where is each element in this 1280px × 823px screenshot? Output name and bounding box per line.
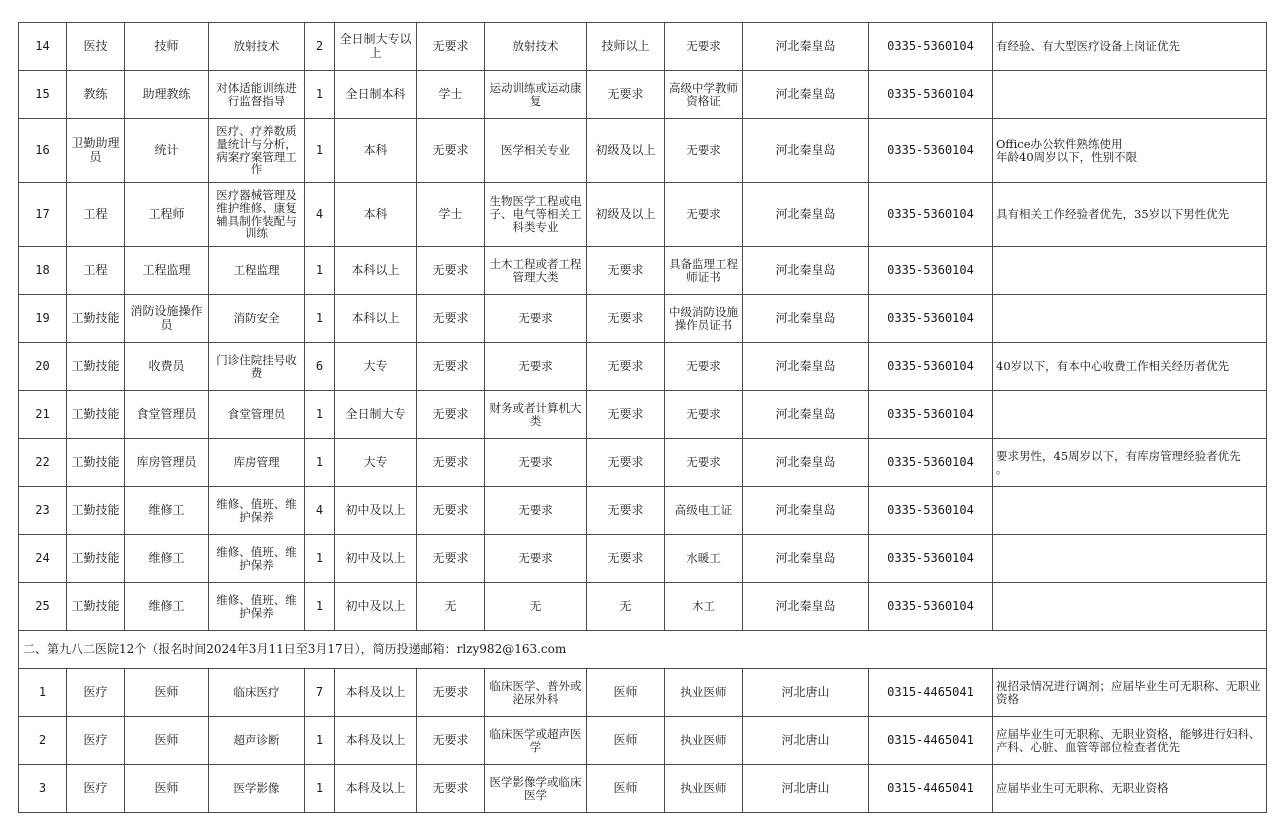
cell-major-duty: 超声诊断 [209, 717, 305, 765]
cell-degree: 无要求 [417, 119, 485, 183]
cell-specialty: 无要求 [485, 439, 587, 487]
cell-degree: 无 [417, 583, 485, 631]
cell-row-number: 20 [19, 343, 67, 391]
cell-note [993, 535, 1267, 583]
cell-education: 本科及以上 [335, 765, 417, 813]
cell-location: 河北唐山 [743, 669, 869, 717]
cell-certificate: 无要求 [665, 439, 743, 487]
table-body-hospital-1 [19, 23, 1267, 631]
cell-location: 河北秦皇岛 [743, 535, 869, 583]
cell-degree: 无要求 [417, 391, 485, 439]
cell-headcount: 1 [305, 765, 335, 813]
cell-note [993, 487, 1267, 535]
cell-certificate: 无要求 [665, 119, 743, 183]
cell-certificate: 水暖工 [665, 535, 743, 583]
cell-category: 工勤技能 [67, 535, 125, 583]
cell-degree: 学士 [417, 71, 485, 119]
note-line: 应届毕业生可无职称、无职业资格，能够进行妇科、产科、心脏、血管等部位检查者优先 [996, 726, 1261, 754]
table-row [19, 717, 1267, 765]
cell-headcount: 1 [305, 439, 335, 487]
cell-location: 河北秦皇岛 [743, 391, 869, 439]
cell-professional-title: 无要求 [587, 295, 665, 343]
cell-phone: 0335-5360104 [869, 71, 993, 119]
cell-row-number: 15 [19, 71, 67, 119]
cell-post-name: 统计 [125, 119, 209, 183]
cell-note [993, 295, 1267, 343]
cell-certificate: 无要求 [665, 183, 743, 247]
cell-major-duty: 维修、值班、维护保养 [209, 487, 305, 535]
cell-professional-title: 无要求 [587, 535, 665, 583]
cell-row-number: 19 [19, 295, 67, 343]
cell-headcount: 4 [305, 487, 335, 535]
cell-professional-title: 初级及以上 [587, 119, 665, 183]
cell-headcount: 7 [305, 669, 335, 717]
cell-location: 河北唐山 [743, 717, 869, 765]
cell-major-duty: 消防安全 [209, 295, 305, 343]
cell-professional-title: 初级及以上 [587, 183, 665, 247]
cell-major-duty: 医学影像 [209, 765, 305, 813]
cell-education: 本科及以上 [335, 669, 417, 717]
cell-headcount: 6 [305, 343, 335, 391]
cell-education: 大专 [335, 439, 417, 487]
cell-phone: 0335-5360104 [869, 487, 993, 535]
cell-category: 工勤技能 [67, 487, 125, 535]
cell-specialty: 临床医学或超声医学 [485, 717, 587, 765]
cell-headcount: 1 [305, 717, 335, 765]
cell-major-duty: 维修、值班、维护保养 [209, 535, 305, 583]
cell-degree: 无要求 [417, 295, 485, 343]
cell-headcount: 1 [305, 295, 335, 343]
cell-post-name: 库房管理员 [125, 439, 209, 487]
cell-degree: 无要求 [417, 247, 485, 295]
note-line-2: 年龄40周岁以下，性别不限 [996, 149, 1138, 164]
cell-certificate: 高级中学教师资格证 [665, 71, 743, 119]
cell-category: 医技 [67, 23, 125, 71]
cell-specialty: 临床医学、普外或泌尿外科 [485, 669, 587, 717]
cell-location: 河北秦皇岛 [743, 183, 869, 247]
cell-location: 河北秦皇岛 [743, 247, 869, 295]
cell-location: 河北唐山 [743, 765, 869, 813]
cell-education: 全日制大专 [335, 391, 417, 439]
cell-degree: 无要求 [417, 23, 485, 71]
cell-note [993, 119, 1267, 183]
cell-post-name: 收费员 [125, 343, 209, 391]
cell-note [993, 439, 1267, 487]
cell-specialty: 土木工程或者工程管理大类 [485, 247, 587, 295]
cell-specialty: 医学影像学或临床医学 [485, 765, 587, 813]
note-line: 有经验、有大型医疗设备上岗证优先 [996, 39, 1180, 54]
table-row [19, 583, 1267, 631]
cell-specialty: 无要求 [485, 343, 587, 391]
cell-row-number: 2 [19, 717, 67, 765]
cell-post-name: 医师 [125, 717, 209, 765]
cell-degree: 学士 [417, 183, 485, 247]
cell-row-number: 23 [19, 487, 67, 535]
cell-post-name: 技师 [125, 23, 209, 71]
cell-degree: 无要求 [417, 487, 485, 535]
cell-professional-title: 无 [587, 583, 665, 631]
cell-major-duty: 食堂管理员 [209, 391, 305, 439]
cell-row-number: 14 [19, 23, 67, 71]
cell-major-duty: 医疗、疗养数质量统计与分析，病案疗案管理工作 [209, 119, 305, 183]
cell-phone: 0315-4465041 [869, 669, 993, 717]
cell-category: 工程 [67, 247, 125, 295]
cell-row-number: 1 [19, 669, 67, 717]
table-row [19, 71, 1267, 119]
cell-education: 本科及以上 [335, 717, 417, 765]
cell-degree: 无要求 [417, 765, 485, 813]
cell-degree: 无要求 [417, 669, 485, 717]
cell-phone: 0335-5360104 [869, 23, 993, 71]
cell-location: 河北秦皇岛 [743, 487, 869, 535]
cell-phone: 0335-5360104 [869, 535, 993, 583]
cell-education: 本科以上 [335, 295, 417, 343]
note-line: Office办公软件熟练使用 [996, 136, 1123, 151]
cell-phone: 0335-5360104 [869, 391, 993, 439]
cell-education: 全日制大专以上 [335, 23, 417, 71]
table-row [19, 391, 1267, 439]
cell-education: 全日制本科 [335, 71, 417, 119]
cell-note [993, 583, 1267, 631]
cell-headcount: 1 [305, 71, 335, 119]
cell-post-name: 助理教练 [125, 71, 209, 119]
cell-education: 大专 [335, 343, 417, 391]
cell-professional-title: 医师 [587, 669, 665, 717]
cell-professional-title: 技师以上 [587, 23, 665, 71]
cell-category: 工勤技能 [67, 583, 125, 631]
cell-certificate: 高级电工证 [665, 487, 743, 535]
cell-post-name: 医师 [125, 669, 209, 717]
cell-headcount: 1 [305, 247, 335, 295]
cell-note [993, 717, 1267, 765]
cell-category: 工勤技能 [67, 439, 125, 487]
cell-specialty: 无 [485, 583, 587, 631]
cell-professional-title: 无要求 [587, 343, 665, 391]
cell-category: 教练 [67, 71, 125, 119]
cell-phone: 0335-5360104 [869, 583, 993, 631]
note-line-2: 。 [996, 461, 1008, 476]
cell-professional-title: 医师 [587, 765, 665, 813]
cell-location: 河北秦皇岛 [743, 119, 869, 183]
cell-note [993, 343, 1267, 391]
note-line: 要求男性，45周岁以下，有库房管理经验者优先 [996, 448, 1241, 463]
cell-professional-title: 医师 [587, 717, 665, 765]
cell-post-name: 食堂管理员 [125, 391, 209, 439]
cell-specialty: 无要求 [485, 487, 587, 535]
cell-post-name: 工程监理 [125, 247, 209, 295]
cell-location: 河北秦皇岛 [743, 343, 869, 391]
table-row [19, 487, 1267, 535]
cell-major-duty: 对体适能训练进行监督指导 [209, 71, 305, 119]
cell-category: 医疗 [67, 717, 125, 765]
cell-phone: 0335-5360104 [869, 119, 993, 183]
table-row [19, 23, 1267, 71]
cell-row-number: 16 [19, 119, 67, 183]
cell-headcount: 4 [305, 183, 335, 247]
cell-category: 医疗 [67, 765, 125, 813]
cell-post-name: 维修工 [125, 487, 209, 535]
cell-education: 本科 [335, 119, 417, 183]
cell-professional-title: 无要求 [587, 391, 665, 439]
cell-phone: 0335-5360104 [869, 183, 993, 247]
cell-professional-title: 无要求 [587, 487, 665, 535]
cell-note [993, 183, 1267, 247]
cell-certificate: 中级消防设施操作员证书 [665, 295, 743, 343]
cell-phone: 0315-4465041 [869, 717, 993, 765]
cell-post-name: 维修工 [125, 535, 209, 583]
cell-category: 工程 [67, 183, 125, 247]
cell-location: 河北秦皇岛 [743, 295, 869, 343]
cell-certificate: 具备监理工程师证书 [665, 247, 743, 295]
recruitment-table [18, 22, 1267, 813]
cell-row-number: 22 [19, 439, 67, 487]
cell-specialty: 医学相关专业 [485, 119, 587, 183]
note-line: 40岁以下，有本中心收费工作相关经历者优先 [996, 359, 1230, 374]
cell-education: 初中及以上 [335, 583, 417, 631]
cell-specialty: 生物医学工程或电子、电气等相关工科类专业 [485, 183, 587, 247]
cell-row-number: 24 [19, 535, 67, 583]
cell-note [993, 23, 1267, 71]
cell-post-name: 消防设施操作员 [125, 295, 209, 343]
cell-note [993, 669, 1267, 717]
cell-location: 河北秦皇岛 [743, 583, 869, 631]
cell-row-number: 18 [19, 247, 67, 295]
cell-major-duty: 临床医疗 [209, 669, 305, 717]
cell-location: 河北秦皇岛 [743, 71, 869, 119]
cell-phone: 0335-5360104 [869, 295, 993, 343]
cell-major-duty: 放射技术 [209, 23, 305, 71]
cell-location: 河北秦皇岛 [743, 439, 869, 487]
table-row [19, 119, 1267, 183]
note-line: 应届毕业生可无职称、无职业资格 [996, 781, 1169, 796]
cell-headcount: 1 [305, 583, 335, 631]
cell-note [993, 71, 1267, 119]
cell-row-number: 17 [19, 183, 67, 247]
cell-category: 卫勤助理员 [67, 119, 125, 183]
cell-specialty: 放射技术 [485, 23, 587, 71]
cell-education: 本科以上 [335, 247, 417, 295]
cell-education: 初中及以上 [335, 487, 417, 535]
cell-phone: 0335-5360104 [869, 247, 993, 295]
table-row [19, 535, 1267, 583]
section-row [19, 631, 1267, 669]
cell-post-name: 工程师 [125, 183, 209, 247]
note-line: 视招录情况进行调剂；应届毕业生可无职称、无职业资格 [996, 678, 1261, 706]
cell-phone: 0335-5360104 [869, 439, 993, 487]
cell-note [993, 391, 1267, 439]
cell-major-duty: 工程监理 [209, 247, 305, 295]
cell-phone: 0335-5360104 [869, 343, 993, 391]
cell-headcount: 1 [305, 391, 335, 439]
cell-note [993, 765, 1267, 813]
cell-headcount: 1 [305, 535, 335, 583]
cell-row-number: 25 [19, 583, 67, 631]
cell-note [993, 247, 1267, 295]
cell-certificate: 无要求 [665, 343, 743, 391]
section-heading: 二、第九八二医院12个（报名时间2024年3月11日至3月17日），简历投递邮箱：rlzy982@163.com [19, 631, 1267, 669]
table-body-hospital-982 [19, 669, 1267, 813]
cell-category: 工勤技能 [67, 295, 125, 343]
table-row [19, 183, 1267, 247]
cell-professional-title: 无要求 [587, 71, 665, 119]
table-row [19, 295, 1267, 343]
table-row [19, 765, 1267, 813]
cell-certificate: 木工 [665, 583, 743, 631]
cell-certificate: 执业医师 [665, 669, 743, 717]
cell-specialty: 财务或者计算机大类 [485, 391, 587, 439]
cell-category: 工勤技能 [67, 391, 125, 439]
cell-professional-title: 无要求 [587, 247, 665, 295]
cell-specialty: 无要求 [485, 535, 587, 583]
cell-certificate: 无要求 [665, 23, 743, 71]
cell-degree: 无要求 [417, 343, 485, 391]
cell-category: 工勤技能 [67, 343, 125, 391]
cell-phone: 0315-4465041 [869, 765, 993, 813]
cell-education: 初中及以上 [335, 535, 417, 583]
cell-location: 河北秦皇岛 [743, 23, 869, 71]
cell-professional-title: 无要求 [587, 439, 665, 487]
cell-degree: 无要求 [417, 439, 485, 487]
cell-post-name: 医师 [125, 765, 209, 813]
cell-certificate: 无要求 [665, 391, 743, 439]
table-row [19, 247, 1267, 295]
cell-education: 本科 [335, 183, 417, 247]
cell-major-duty: 维修、值班、维护保养 [209, 583, 305, 631]
cell-post-name: 维修工 [125, 583, 209, 631]
table-row [19, 343, 1267, 391]
cell-certificate: 执业医师 [665, 765, 743, 813]
note-line: 具有相关工作经验者优先，35岁以下男性优先 [996, 207, 1230, 222]
cell-degree: 无要求 [417, 535, 485, 583]
cell-category: 医疗 [67, 669, 125, 717]
cell-major-duty: 门诊住院挂号收费 [209, 343, 305, 391]
cell-major-duty: 库房管理 [209, 439, 305, 487]
table-row [19, 439, 1267, 487]
cell-specialty: 运动训练或运动康复 [485, 71, 587, 119]
cell-headcount: 2 [305, 23, 335, 71]
cell-major-duty: 医疗器械管理及维护维修、康复辅具制作装配与训练 [209, 183, 305, 247]
cell-headcount: 1 [305, 119, 335, 183]
cell-specialty: 无要求 [485, 295, 587, 343]
cell-row-number: 21 [19, 391, 67, 439]
cell-degree: 无要求 [417, 717, 485, 765]
cell-certificate: 执业医师 [665, 717, 743, 765]
table-row [19, 669, 1267, 717]
cell-row-number: 3 [19, 765, 67, 813]
